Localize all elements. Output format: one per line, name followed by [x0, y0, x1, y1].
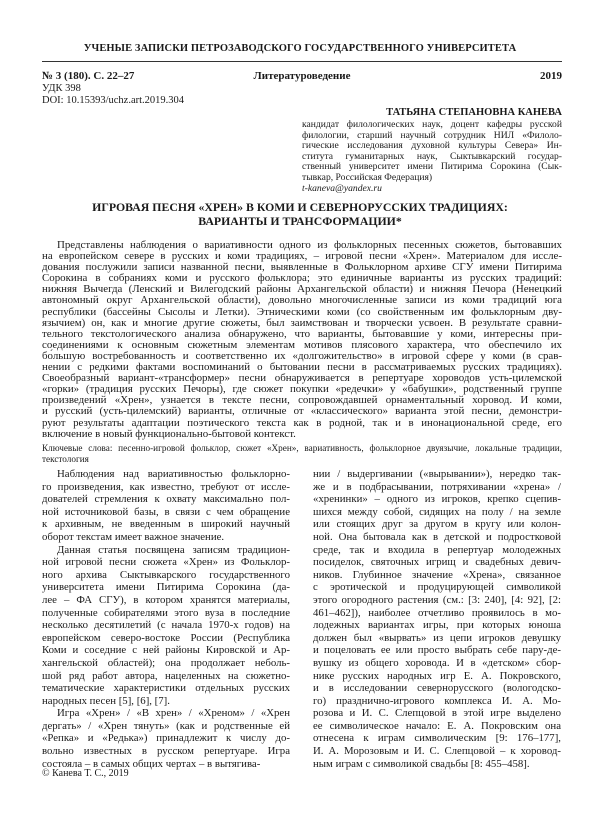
affiliation-line: филологии, старший научный сотрудник НИЛ «Филоло- — [302, 129, 562, 141]
affiliation-line: ственный университет имени Питирима Сорокина (Сык- — [302, 161, 562, 173]
paragraph-line: шой ряд работ автора, нацеленных на сюжетно- — [42, 669, 290, 682]
abstract-line: включение в новый функционально-бытовой контекст. — [42, 427, 296, 440]
udk-code: УДК 398 — [42, 83, 81, 94]
paragraph-line: к архивным, не введенным в широкий научный — [42, 518, 290, 531]
paragraph-line: же и в подбрасывании, потряхивании «хрена» / — [313, 480, 561, 493]
abstract-line: «горки» (традиция русских Печоры), где сюжет покупки «редечки» у «бабушки», родственный группе — [42, 383, 562, 396]
paragraph-line: должен был «вырвать» из цепи игроков девушку — [313, 631, 561, 644]
paragraph — [42, 468, 290, 544]
paragraph — [313, 468, 561, 770]
paragraph-line: или стоящих друг за другом в кругу или колон- — [313, 518, 561, 531]
paragraph-line: ной. Она бытовала как в детской и подростковой — [313, 530, 561, 543]
paragraph-line: Наблюдения над вариативностью фольклорно- — [57, 468, 290, 480]
paragraph-line: «хренинки» – одного из игроков, крепко сцепив- — [313, 493, 561, 506]
paragraph-line: ным играм с символикой свадьбы [8: 455–458]. — [313, 757, 530, 770]
paragraph-line: розова и И. С. Слепцовой в этой игре выделено — [313, 707, 561, 720]
paragraph-line: ного архива Сыктывкарского государственного — [42, 568, 290, 581]
doi: DOI: 10.15393/uchz.art.2019.304 — [42, 95, 185, 106]
paragraph-line: нике русских народных игр Е. А. Покровского, — [313, 669, 561, 682]
paragraph-line: Данная статья посвящена записям традицион- — [57, 543, 290, 556]
paragraph-line: «Репка» и «Редька») принадлежит к числу до- — [42, 732, 290, 745]
title-line-1: ИГРОВАЯ ПЕСНЯ «ХРЕН» В КОМИ И СЕВЕРНОРУССКИХ ТРАДИЦИЯХ: — [92, 200, 508, 214]
keywords-line: текстология — [42, 454, 89, 464]
abstract-line: Своеобразный вариант-«трансформер» песни обнаруживается в репертуаре хороводов усть-цилемской — [42, 372, 562, 385]
header-divider — [42, 61, 562, 62]
paragraph — [42, 707, 290, 770]
paragraph-line: вушку из общего хоровода. И в «детском» сбор- — [313, 656, 561, 669]
abstract-line: язычием) он, как и многие другие сюжеты, был заимствован и творчески усвоен. В результате сравни- — [42, 316, 562, 329]
paragraph-line: ников. Глубинное значение «Хрена», связанное — [313, 568, 561, 581]
abstract-line: нижняя Вычегда (Ленский и Вилегодский районы Архангельской области) и нижняя Печора (Ненецкий — [42, 283, 562, 296]
keywords — [42, 443, 562, 465]
paragraph-line: дователей стремления к охвату максимально пол- — [42, 493, 290, 506]
abstract-line: нении с редкими фактами воспоминаний о бытовании песни в рассматриваемых русских традициях). — [42, 361, 562, 374]
paragraph-line: тематические характеристики отдельных русских — [42, 682, 290, 695]
abstract-line: на европейском севере в русских и коми традициях, – игровой песни «Хрен». Материалом для иссле- — [42, 250, 562, 263]
paragraph-line: несколько десятилетий (с начала 1970-х годов) на — [42, 619, 290, 632]
issue-year: 2019 — [540, 70, 562, 82]
abstract-line: соединениями к основным сюжетным элементам мотивов плясового характера, что обеспечило их — [42, 338, 562, 351]
paragraph-line: и поцеловать ее или просто выбрать себе пару-де- — [313, 644, 561, 657]
abstract-line: дования послужили записи названной песни, выявленные в Фольклорном архиве СГУ имени Питирима — [42, 261, 562, 274]
paragraph-line: дергать» / «Хрен тянуть» (как и родственные ей — [42, 719, 290, 732]
paragraph-line: вольно известных в русском репертуаре. Игра — [42, 745, 290, 758]
paragraph-line: лее – ФА СГУ), в котором хранятся материалы, — [42, 593, 290, 606]
abstract-line: произведений «Хрен», узнается в тексте песни, сопровождавшей орнаментальный хоровод. И коми, — [42, 394, 562, 407]
affiliation-line: ститута гуманитарных наук, Сыктывкарский государ- — [302, 150, 562, 162]
paragraph-line: европейском северо-востоке России (Республика — [42, 631, 290, 644]
paragraph-line: народных песен [5], [6], [7]. — [42, 694, 170, 707]
paragraph-line: го) празднично-игрового комплекса И. А. Мо- — [313, 694, 561, 707]
keywords-line: Ключевые слова: песенно-игровой фольклор, сюжет «Хрен», вариативность, фольклорное двуязычие, локальные традиции, — [42, 443, 562, 453]
affiliation-line: тывкар, Российская Федерация) — [302, 171, 433, 183]
paragraph-line: ее символическое начало: Е. А. Покровским она — [313, 719, 561, 732]
paragraph-line: отнесена к играм символическим [9: 176–177], — [313, 732, 561, 745]
abstract-line: Сорокина в собраниях коми и русского фольклора; это единичные варианты из русских традиций: — [42, 272, 562, 285]
author-affiliation — [302, 120, 562, 194]
paragraph-line: среде, так и входила в репертуар молодежных — [313, 543, 561, 556]
section-name: Литературоведение — [253, 70, 351, 82]
body-column-left — [42, 468, 290, 770]
abstract-line: бо́льшую востребованность и соответственно их «долгожительство» в игровой сфере у коми (в срав- — [42, 349, 562, 362]
affiliation-line: кандидат филологических наук, доцент кафедры русской — [302, 119, 562, 130]
title-line-2: ВАРИАНТЫ И ТРАНСФОРМАЦИИ* — [198, 214, 402, 228]
paragraph-line: ной игровой песни сюжета «Хрен» из Фольклор- — [42, 556, 290, 569]
copyright: © Канева Т. С., 2019 — [42, 768, 129, 779]
paragraph-line: Игра «Хрен» / «В хрен» / «Хреном» / «Хрен — [57, 707, 290, 720]
paragraph-line: полученные собирателями этого вуза в последние — [42, 606, 290, 619]
paragraph-line: лодежных вариантах игры, при которых юноша — [313, 619, 561, 632]
abstract-line: республики (бассейны Сысолы и Летки). Этническими коми (со свойственным им фольклорным дву- — [42, 305, 562, 318]
abstract-line: автономный округ Архангельской области), довольно многочисленные записи из коми традиций юга — [42, 294, 562, 307]
paragraph-line: нии / выдергивании («вырывании»), нередко так- — [313, 468, 561, 480]
paragraph-line: Коми и соседние с ней районы Кировской и Ар- — [42, 644, 290, 657]
paragraph-line: И. А. Морозовым и И. С. Слепцовой – к хоровод- — [313, 745, 561, 758]
abstract — [42, 240, 562, 440]
body-column-right — [313, 468, 561, 770]
paragraph-line: оборот текстам имеет важное значение. — [42, 530, 225, 543]
paragraph-line: посиделок, святочных игрищ и свадебных девич- — [313, 556, 561, 569]
issue-number: № 3 (180). С. 22–27 — [42, 70, 135, 82]
paragraph — [42, 544, 290, 708]
abstract-line: и русский (усть-цилемский) варианты, отличные от «классического» варианта этой песни, демонстри- — [42, 405, 562, 418]
paragraph-line: шихся между собой, сидящих на полу / на земле — [313, 505, 561, 518]
paragraph-line: го произведения, как известно, требуют от иссле- — [42, 480, 290, 493]
abstract-line: тельного текстологического анализа обнаружено, что варианты, бытовавшие у коми, интересны при- — [42, 327, 562, 340]
issue-meta — [42, 70, 562, 83]
journal-title: УЧЕНЫЕ ЗАПИСКИ ПЕТРОЗАВОДСКОГО ГОСУДАРСТВЕННОГО УНИВЕРСИТЕТА — [83, 43, 517, 54]
paragraph-line: и в исследовании севернорусского (вологодско- — [313, 682, 561, 695]
author-email[interactable]: t-kaneva@yandex.ru — [302, 182, 382, 194]
paragraph-line: ной источниковой базы, в связи с чем обращение — [42, 505, 290, 518]
paragraph-line: этого огородного растения (см.: [3: 240], [4: 92], [2: — [313, 593, 561, 606]
paragraph-line: с эротической и продуцирующей символикой — [313, 581, 561, 594]
abstract-line: Представлены наблюдения о вариативности одного из фольклорных песенных сюжетов, бытовавших — [57, 239, 562, 251]
author-name: ТАТЬЯНА СТЕПАНОВНА КАНЕВА — [386, 107, 562, 118]
paragraph-line: хангельской областей); она продолжает неболь- — [42, 656, 290, 669]
abstract-line: руют результаты адаптации поэтического текста как в родной, так и в инонациональной среде, его — [42, 416, 562, 429]
affiliation-line: гические исследования духовной культуры Севера» Ин- — [302, 140, 562, 152]
paragraph-line: университета имени Питирима Сорокина (да- — [42, 581, 290, 594]
article-title — [0, 200, 600, 228]
paragraph-line: 461–462]), наиболее отчетливо проявилось в мо- — [313, 606, 561, 619]
paragraph-line: состояла – в самых общих чертах – в вытягива- — [42, 757, 261, 770]
